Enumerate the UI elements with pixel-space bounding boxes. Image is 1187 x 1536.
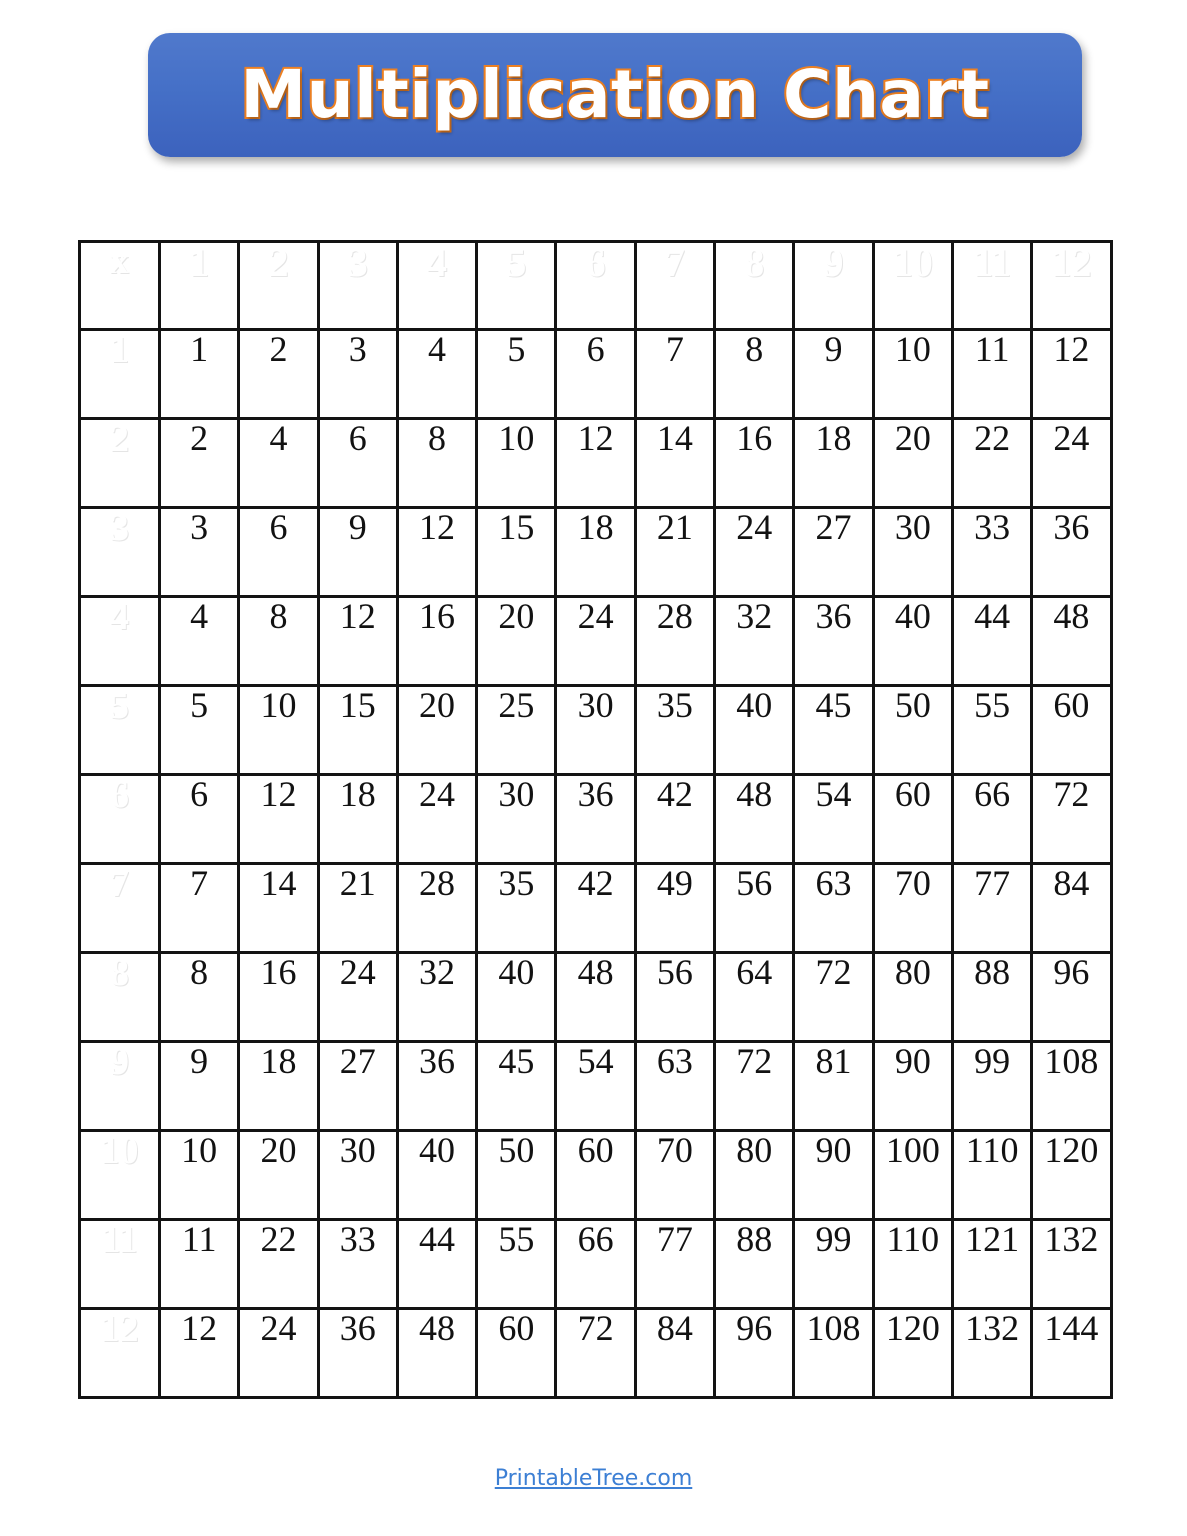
cell-6x10: 60: [873, 775, 952, 864]
cell-7x11: 77: [952, 864, 1031, 953]
table-row: [80, 775, 1112, 864]
row-header-11: 11: [80, 1220, 160, 1309]
cell-5x3: 15: [318, 686, 397, 775]
cell-9x12: 108: [1032, 1042, 1111, 1131]
cell-4x10: 40: [873, 597, 952, 686]
cell-9x2: 18: [239, 1042, 318, 1131]
cell-12x6: 72: [556, 1309, 635, 1398]
cell-3x6: 18: [556, 508, 635, 597]
column-header-8: 8: [715, 242, 794, 330]
cell-7x12: 84: [1032, 864, 1111, 953]
cell-6x9: 54: [794, 775, 873, 864]
row-header-9: 9: [80, 1042, 160, 1131]
cell-4x5: 20: [477, 597, 556, 686]
cell-11x3: 33: [318, 1220, 397, 1309]
cell-10x12: 120: [1032, 1131, 1111, 1220]
title-banner: [148, 33, 1082, 157]
cell-10x1: 10: [160, 1131, 239, 1220]
multiplication-table-container: [78, 240, 1110, 1398]
cell-12x3: 36: [318, 1309, 397, 1398]
cell-10x6: 60: [556, 1131, 635, 1220]
cell-6x12: 72: [1032, 775, 1111, 864]
cell-3x4: 12: [397, 508, 476, 597]
cell-11x1: 11: [160, 1220, 239, 1309]
row-header-10: 10: [80, 1131, 160, 1220]
cell-3x7: 21: [635, 508, 714, 597]
cell-1x4: 4: [397, 330, 476, 419]
cell-12x2: 24: [239, 1309, 318, 1398]
cell-5x8: 40: [715, 686, 794, 775]
cell-10x2: 20: [239, 1131, 318, 1220]
cell-3x11: 33: [952, 508, 1031, 597]
cell-5x12: 60: [1032, 686, 1111, 775]
cell-5x9: 45: [794, 686, 873, 775]
cell-5x2: 10: [239, 686, 318, 775]
cell-6x8: 48: [715, 775, 794, 864]
cell-1x1: 1: [160, 330, 239, 419]
cell-1x10: 10: [873, 330, 952, 419]
cell-4x8: 32: [715, 597, 794, 686]
row-header-2: 2: [80, 419, 160, 508]
cell-1x12: 12: [1032, 330, 1111, 419]
corner-cell-multiply-symbol: x: [80, 242, 160, 330]
cell-8x8: 64: [715, 953, 794, 1042]
cell-5x7: 35: [635, 686, 714, 775]
cell-9x1: 9: [160, 1042, 239, 1131]
table-row: [80, 864, 1112, 953]
cell-3x12: 36: [1032, 508, 1111, 597]
cell-11x8: 88: [715, 1220, 794, 1309]
row-header-8: 8: [80, 953, 160, 1042]
cell-7x10: 70: [873, 864, 952, 953]
row-header-3: 3: [80, 508, 160, 597]
cell-8x9: 72: [794, 953, 873, 1042]
cell-8x10: 80: [873, 953, 952, 1042]
cell-10x5: 50: [477, 1131, 556, 1220]
table-row: [80, 1220, 1112, 1309]
cell-8x5: 40: [477, 953, 556, 1042]
table-body: [80, 330, 1112, 1398]
cell-8x3: 24: [318, 953, 397, 1042]
cell-7x7: 49: [635, 864, 714, 953]
cell-9x8: 72: [715, 1042, 794, 1131]
cell-2x3: 6: [318, 419, 397, 508]
table-row: [80, 1131, 1112, 1220]
cell-8x6: 48: [556, 953, 635, 1042]
table-row: [80, 1042, 1112, 1131]
cell-11x9: 99: [794, 1220, 873, 1309]
cell-2x5: 10: [477, 419, 556, 508]
cell-11x10: 110: [873, 1220, 952, 1309]
table-row: [80, 953, 1112, 1042]
cell-6x11: 66: [952, 775, 1031, 864]
cell-2x11: 22: [952, 419, 1031, 508]
cell-4x12: 48: [1032, 597, 1111, 686]
cell-9x11: 99: [952, 1042, 1031, 1131]
cell-9x5: 45: [477, 1042, 556, 1131]
printabletree-link[interactable]: PrintableTree.com: [494, 1466, 693, 1491]
cell-2x9: 18: [794, 419, 873, 508]
cell-3x5: 15: [477, 508, 556, 597]
cell-4x9: 36: [794, 597, 873, 686]
title-banner-container: [148, 33, 1082, 157]
cell-2x8: 16: [715, 419, 794, 508]
cell-2x12: 24: [1032, 419, 1111, 508]
column-header-9: 9: [794, 242, 873, 330]
cell-8x1: 8: [160, 953, 239, 1042]
cell-7x8: 56: [715, 864, 794, 953]
table-header-row: [80, 242, 1112, 330]
cell-5x5: 25: [477, 686, 556, 775]
cell-5x1: 5: [160, 686, 239, 775]
cell-9x9: 81: [794, 1042, 873, 1131]
table-row: [80, 686, 1112, 775]
cell-9x6: 54: [556, 1042, 635, 1131]
row-header-1: 1: [80, 330, 160, 419]
cell-9x7: 63: [635, 1042, 714, 1131]
cell-7x5: 35: [477, 864, 556, 953]
cell-6x6: 36: [556, 775, 635, 864]
cell-11x12: 132: [1032, 1220, 1111, 1309]
row-header-12: 12: [80, 1309, 160, 1398]
cell-6x2: 12: [239, 775, 318, 864]
cell-12x5: 60: [477, 1309, 556, 1398]
cell-4x4: 16: [397, 597, 476, 686]
row-header-4: 4: [80, 597, 160, 686]
cell-5x11: 55: [952, 686, 1031, 775]
cell-3x9: 27: [794, 508, 873, 597]
column-header-5: 5: [477, 242, 556, 330]
cell-7x3: 21: [318, 864, 397, 953]
column-header-1: 1: [160, 242, 239, 330]
cell-9x4: 36: [397, 1042, 476, 1131]
cell-2x6: 12: [556, 419, 635, 508]
cell-6x1: 6: [160, 775, 239, 864]
cell-1x9: 9: [794, 330, 873, 419]
cell-1x11: 11: [952, 330, 1031, 419]
cell-12x12: 144: [1032, 1309, 1111, 1398]
cell-9x3: 27: [318, 1042, 397, 1131]
cell-5x10: 50: [873, 686, 952, 775]
cell-10x9: 90: [794, 1131, 873, 1220]
cell-6x7: 42: [635, 775, 714, 864]
cell-2x1: 2: [160, 419, 239, 508]
table-row: [80, 1309, 1112, 1398]
cell-4x3: 12: [318, 597, 397, 686]
column-header-10: 10: [873, 242, 952, 330]
cell-12x11: 132: [952, 1309, 1031, 1398]
cell-1x8: 8: [715, 330, 794, 419]
cell-10x8: 80: [715, 1131, 794, 1220]
page-title: Multiplication Chart: [240, 56, 990, 133]
footer: [0, 1466, 1187, 1491]
cell-1x7: 7: [635, 330, 714, 419]
cell-3x10: 30: [873, 508, 952, 597]
cell-5x4: 20: [397, 686, 476, 775]
cell-7x9: 63: [794, 864, 873, 953]
cell-10x7: 70: [635, 1131, 714, 1220]
cell-6x5: 30: [477, 775, 556, 864]
cell-2x2: 4: [239, 419, 318, 508]
cell-4x6: 24: [556, 597, 635, 686]
cell-11x4: 44: [397, 1220, 476, 1309]
cell-4x2: 8: [239, 597, 318, 686]
cell-8x4: 32: [397, 953, 476, 1042]
cell-12x1: 12: [160, 1309, 239, 1398]
row-header-5: 5: [80, 686, 160, 775]
column-header-3: 3: [318, 242, 397, 330]
table-row: [80, 508, 1112, 597]
cell-1x5: 5: [477, 330, 556, 419]
row-header-6: 6: [80, 775, 160, 864]
cell-12x7: 84: [635, 1309, 714, 1398]
cell-3x8: 24: [715, 508, 794, 597]
cell-10x4: 40: [397, 1131, 476, 1220]
cell-2x4: 8: [397, 419, 476, 508]
cell-11x5: 55: [477, 1220, 556, 1309]
cell-8x7: 56: [635, 953, 714, 1042]
cell-1x6: 6: [556, 330, 635, 419]
cell-8x11: 88: [952, 953, 1031, 1042]
cell-7x6: 42: [556, 864, 635, 953]
cell-11x11: 121: [952, 1220, 1031, 1309]
table-head: [80, 242, 1112, 330]
cell-5x6: 30: [556, 686, 635, 775]
cell-4x1: 4: [160, 597, 239, 686]
cell-11x7: 77: [635, 1220, 714, 1309]
cell-1x3: 3: [318, 330, 397, 419]
column-header-2: 2: [239, 242, 318, 330]
cell-7x4: 28: [397, 864, 476, 953]
cell-4x11: 44: [952, 597, 1031, 686]
cell-2x10: 20: [873, 419, 952, 508]
column-header-12: 12: [1032, 242, 1111, 330]
cell-3x3: 9: [318, 508, 397, 597]
cell-6x4: 24: [397, 775, 476, 864]
cell-2x7: 14: [635, 419, 714, 508]
cell-8x12: 96: [1032, 953, 1111, 1042]
column-header-11: 11: [952, 242, 1031, 330]
cell-9x10: 90: [873, 1042, 952, 1131]
table-row: [80, 419, 1112, 508]
multiplication-table: [78, 240, 1113, 1399]
column-header-7: 7: [635, 242, 714, 330]
table-row: [80, 330, 1112, 419]
cell-3x1: 3: [160, 508, 239, 597]
cell-12x10: 120: [873, 1309, 952, 1398]
cell-12x4: 48: [397, 1309, 476, 1398]
cell-7x2: 14: [239, 864, 318, 953]
column-header-4: 4: [397, 242, 476, 330]
table-row: [80, 597, 1112, 686]
cell-12x9: 108: [794, 1309, 873, 1398]
cell-10x10: 100: [873, 1131, 952, 1220]
row-header-7: 7: [80, 864, 160, 953]
cell-4x7: 28: [635, 597, 714, 686]
cell-3x2: 6: [239, 508, 318, 597]
cell-6x3: 18: [318, 775, 397, 864]
cell-12x8: 96: [715, 1309, 794, 1398]
cell-10x11: 110: [952, 1131, 1031, 1220]
cell-1x2: 2: [239, 330, 318, 419]
cell-7x1: 7: [160, 864, 239, 953]
cell-11x6: 66: [556, 1220, 635, 1309]
cell-8x2: 16: [239, 953, 318, 1042]
column-header-6: 6: [556, 242, 635, 330]
cell-10x3: 30: [318, 1131, 397, 1220]
cell-11x2: 22: [239, 1220, 318, 1309]
